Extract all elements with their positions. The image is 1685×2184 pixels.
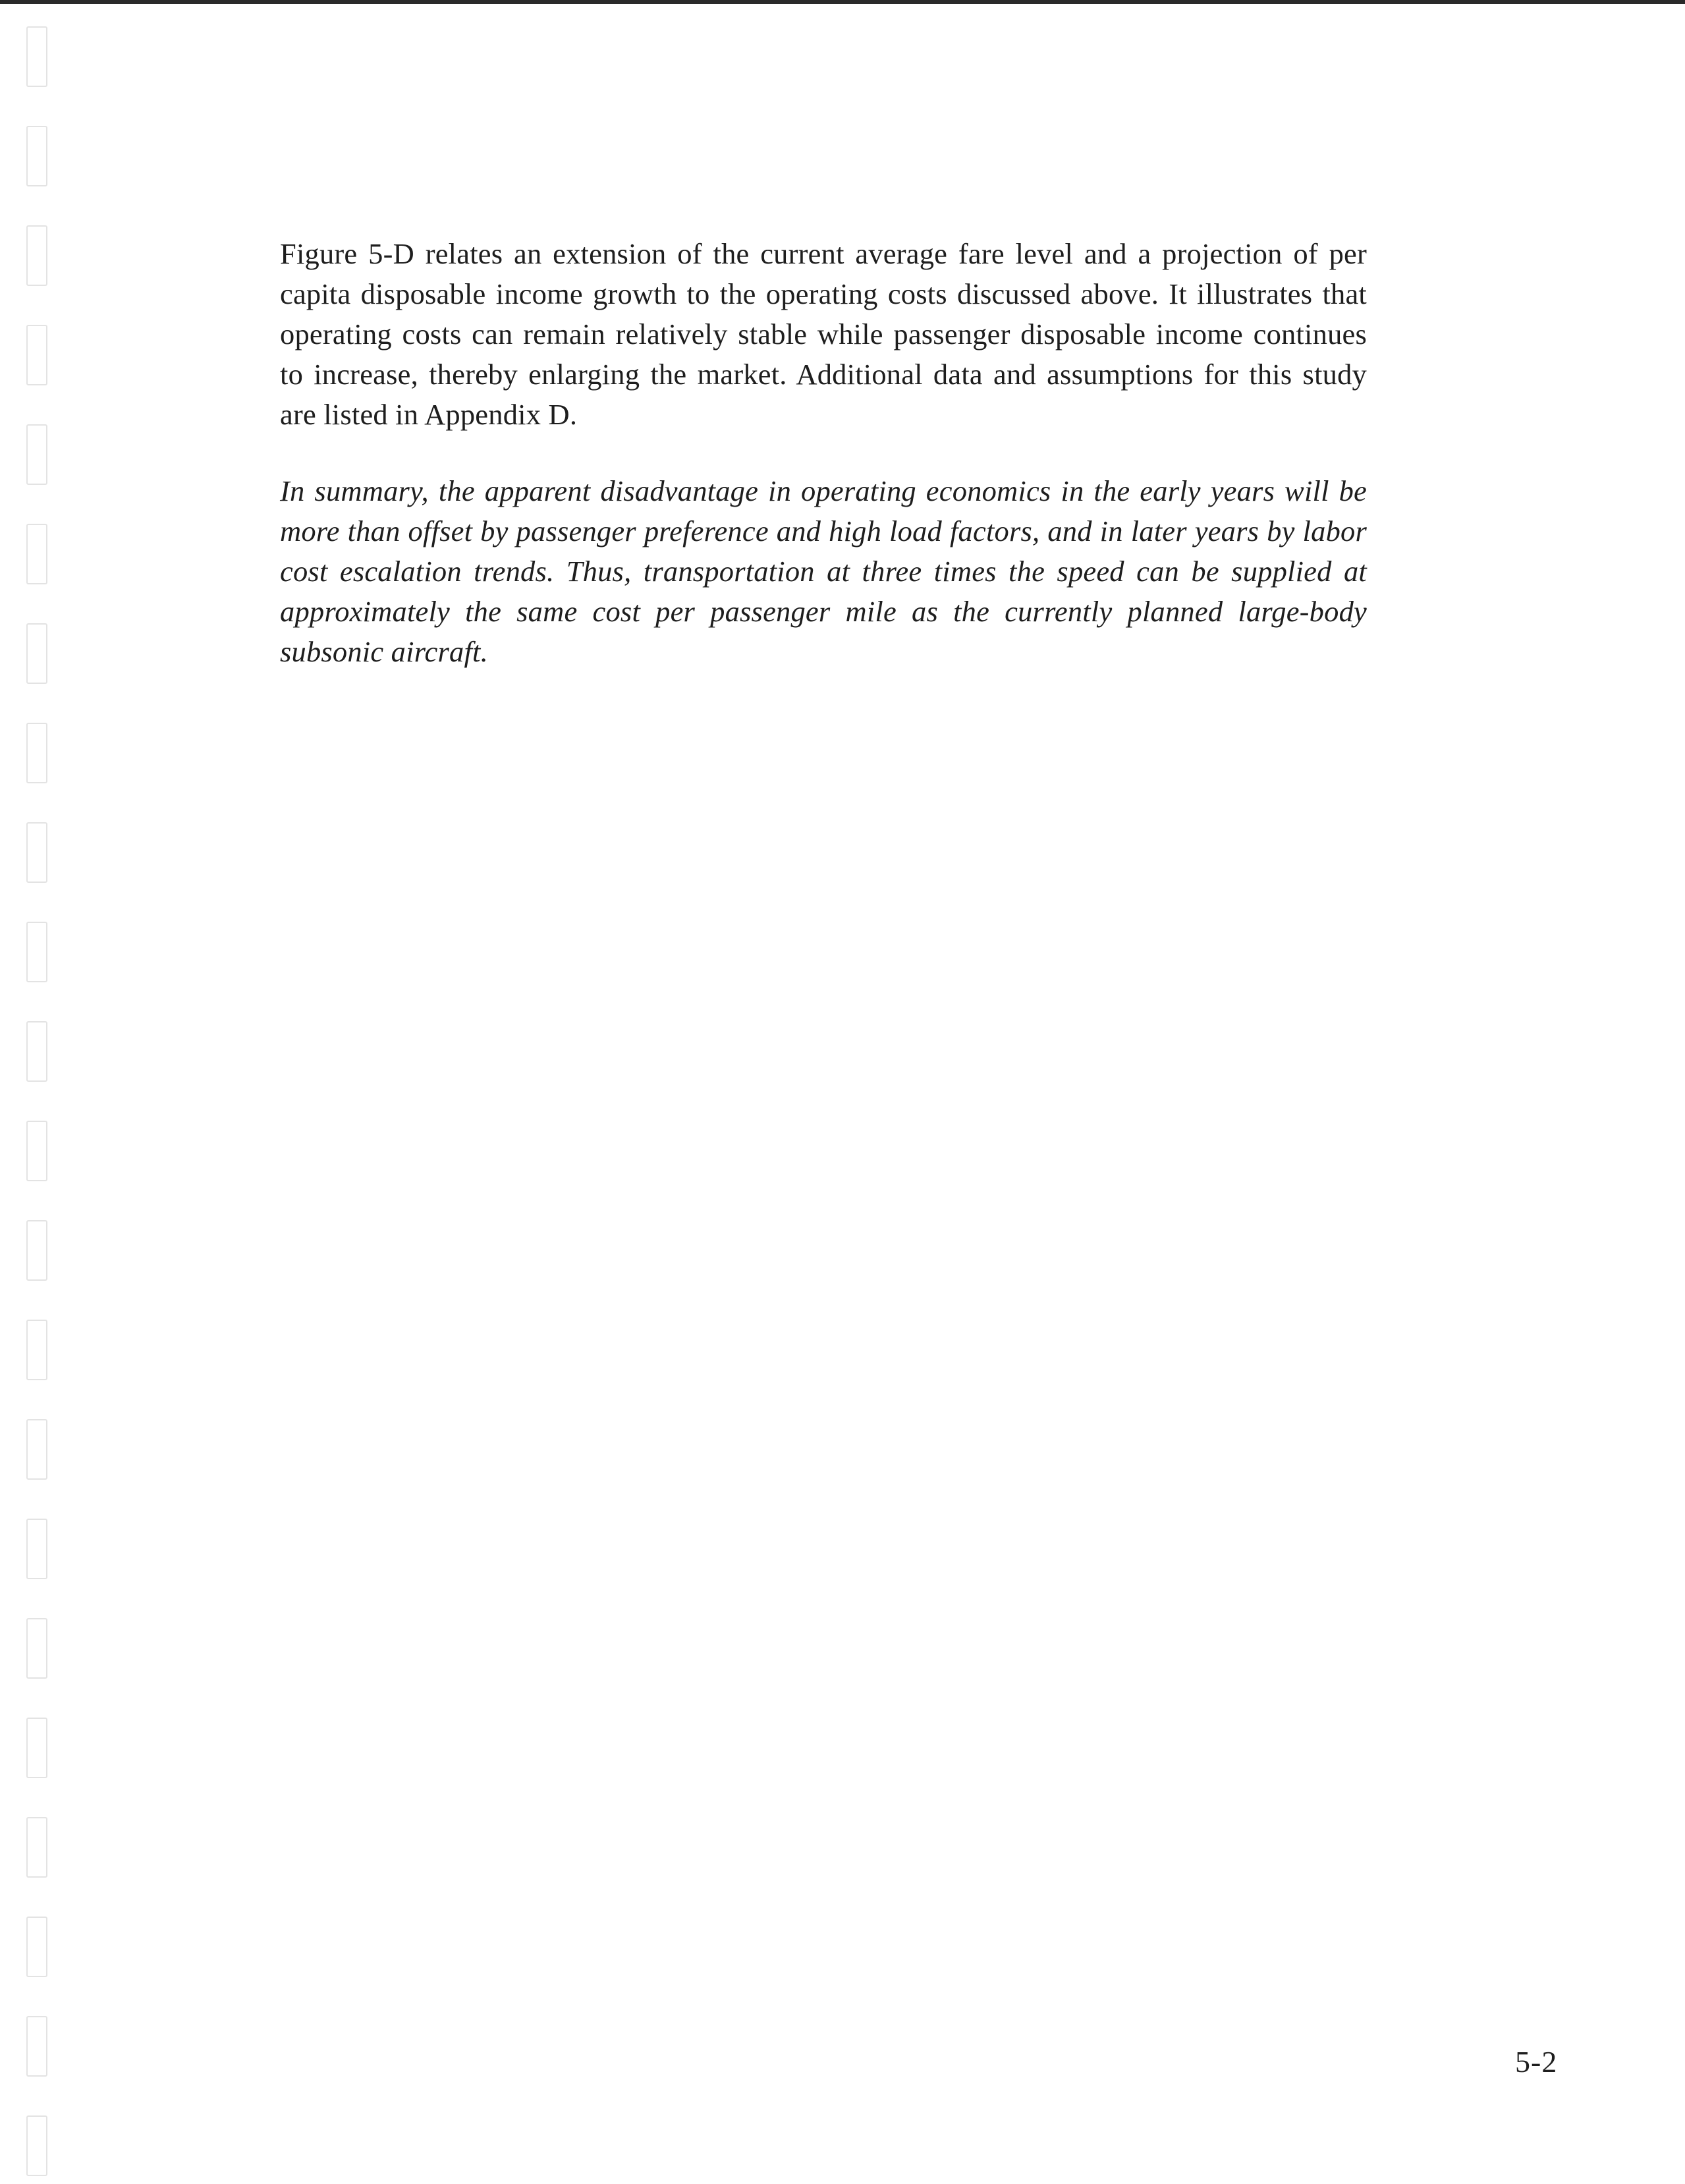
binding-hole [26, 225, 47, 286]
paragraph-summary: In summary, the apparent disadvantage in operating economics in the early years will be more than offset by passenger preference and high load factors, and in later years by labor cost escalation trends. Thus, transportation at three times the speed can be supplied at approximately the same cost per passenger mile as the currently planned large-body subsonic aircraft. [280, 474, 1367, 668]
binding-hole [26, 424, 47, 485]
page-top-edge [0, 0, 1685, 4]
binding-hole [26, 1817, 47, 1878]
binding-hole [26, 1320, 47, 1380]
binding-holes [20, 26, 56, 2174]
binding-hole [26, 325, 47, 385]
binding-hole [26, 822, 47, 883]
binding-hole [26, 1021, 47, 1082]
paragraph-fare-income: Figure 5-D relates an extension of the current average fare level and a projection of per capita disposable income growth to the operating costs discussed above. It illustrates that operating costs can remain relatively stable while passenger disposable income continues to increase, thereby enlarging the market. Additional data and assumptions for this study are listed in Appendix D. [280, 237, 1367, 431]
binding-hole [26, 723, 47, 783]
binding-hole [26, 1419, 47, 1480]
page-number: 5-2 [1515, 2045, 1558, 2079]
binding-hole [26, 2016, 47, 2077]
binding-hole [26, 922, 47, 982]
binding-hole [26, 1917, 47, 1977]
binding-hole [26, 1718, 47, 1778]
binding-hole [26, 623, 47, 684]
binding-hole [26, 1519, 47, 1579]
binding-hole [26, 126, 47, 186]
binding-hole [26, 1618, 47, 1679]
binding-hole [26, 2115, 47, 2176]
binding-hole [26, 524, 47, 584]
page-body [280, 234, 1367, 672]
binding-hole [26, 1220, 47, 1281]
binding-hole [26, 26, 47, 87]
binding-hole [26, 1121, 47, 1181]
